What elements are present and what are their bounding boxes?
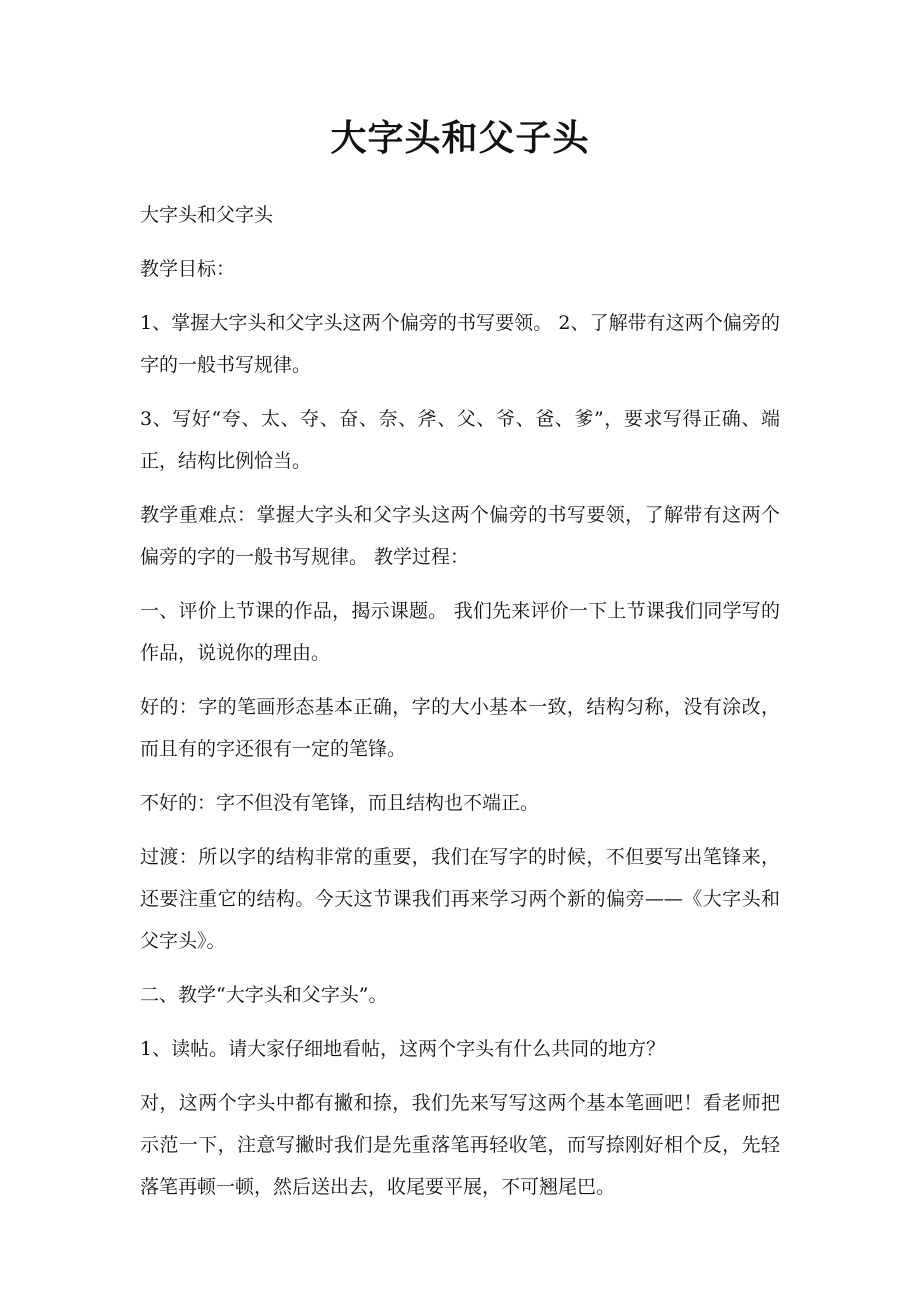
paragraph-step-one: 一、评价上节课的作品，揭示课题。 我们先来评价一下上节课我们同学写的作品，说说你的理由。 [140, 600, 780, 664]
paragraph-strokes-demo: 对，这两个字头中都有撇和捺，我们先来写写这两个基本笔画吧！看老师把示范一下，注意写撇时我们是先重落笔再轻收笔，而写捺刚好相个反，先轻落笔再顿一顿，然后送出去，收尾要平展，不可翘尾巴。 [140, 1092, 780, 1198]
paragraph-good-works: 好的：字的笔画形态基本正确，字的大小基本一致，结构匀称，没有涂改，而且有的字还很有一定的笔锋。 [140, 696, 780, 760]
paragraph-goal-3: 3、写好“夸、太、夺、奋、奈、斧、父、爷、爸、爹”，要求写得正确、端正，结构比例恰当。 [140, 408, 780, 472]
document-body [140, 194, 780, 1220]
paragraph-key-points: 教学重难点：掌握大字头和父字头这两个偏旁的书写要领，了解带有这两个偏旁的字的一般书写规律。 教学过程： [140, 504, 780, 568]
paragraph-step-two: 二、教学“大字头和父字头”。 [140, 984, 388, 1006]
paragraph-subtitle: 大字头和父字头 [140, 204, 274, 226]
paragraph-teaching-goals-heading: 教学目标： [140, 258, 236, 280]
document-title: 大字头和父子头 [330, 117, 590, 159]
paragraph-goals-1-2: 1、掌握大字头和父字头这两个偏旁的书写要领。 2、了解带有这两个偏旁的字的一般书写规律。 [140, 312, 780, 376]
paragraph-transition: 过渡：所以字的结构非常的重要，我们在写字的时候，不但要写出笔锋来，还要注重它的结构。今天这节课我们再来学习两个新的偏旁——《大字头和父字头》。 [140, 846, 780, 952]
paragraph-read-copybook: 1、读帖。请大家仔细地看帖，这两个字头有什么共同的地方？ [140, 1038, 666, 1060]
paragraph-bad-works: 不好的：字不但没有笔锋，而且结构也不端正。 [140, 792, 540, 814]
